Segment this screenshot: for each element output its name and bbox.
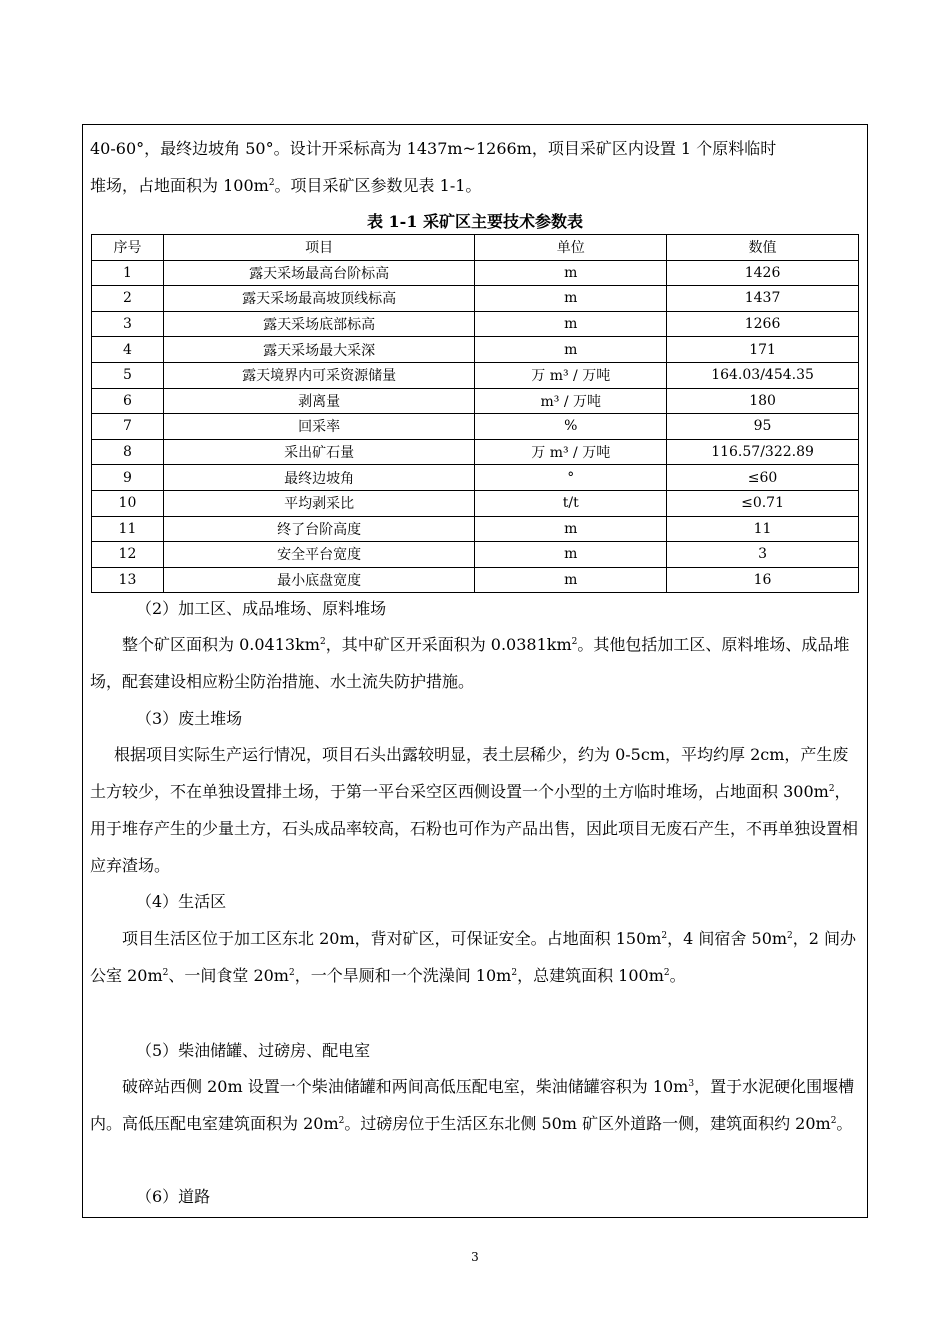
section-6-heading: （6）道路 (136, 1187, 211, 1206)
cell-unit: m (475, 286, 667, 312)
cell-no: 13 (92, 567, 164, 593)
superscript: 2 (663, 968, 670, 978)
cell-item: 最终边坡角 (163, 465, 475, 491)
cell-value: 164.03/454.35 (667, 362, 859, 388)
superscript: 2 (162, 968, 169, 978)
parameter-table (91, 234, 859, 593)
cell-item: 露天采场底部标高 (163, 311, 475, 337)
header-unit: 单位 (475, 235, 667, 261)
cell-value: 1426 (667, 260, 859, 286)
cell-no: 1 (92, 260, 164, 286)
table-row (92, 516, 859, 542)
superscript: 2 (338, 1116, 345, 1126)
cell-unit: % (475, 414, 667, 440)
intro-line-2-text: 堆场，占地面积为 100m (90, 176, 269, 195)
cell-item: 露天采场最高坡顶线标高 (163, 286, 475, 312)
section-4-paragraph (90, 920, 860, 994)
cell-no: 9 (92, 465, 164, 491)
cell-value: 180 (667, 388, 859, 414)
cell-value: 95 (667, 414, 859, 440)
table-header-row (92, 235, 859, 261)
cell-unit: m (475, 311, 667, 337)
text-run: ，总建筑面积 100m (517, 966, 664, 985)
cell-item: 平均剥采比 (163, 490, 475, 516)
text-run: 。 (836, 1114, 853, 1133)
section-5-paragraph (90, 1068, 860, 1142)
text-run: 、一间食堂 20m (168, 966, 289, 985)
cell-no: 6 (92, 388, 164, 414)
page-number: 3 (471, 1250, 479, 1264)
table-row (92, 362, 859, 388)
cell-no: 7 (92, 414, 164, 440)
section-3-heading: （3）废土堆场 (136, 709, 243, 728)
text-run: 。 (669, 966, 686, 985)
header-no: 序号 (92, 235, 164, 261)
table-row (92, 542, 859, 568)
cell-value: 3 (667, 542, 859, 568)
cell-unit: m (475, 542, 667, 568)
table-row (92, 439, 859, 465)
table-row (92, 567, 859, 593)
text-run: 根据项目实际生产运行情况，项目石头出露较明显，表土层稀少，约为 0-5cm，平均约厚 2cm，产生废土方较少，不在单独设置排土场，于第一平台采空区西侧设置一个小型的土方临时堆场，占地面积 300m (90, 745, 849, 801)
header-item: 项目 (163, 235, 475, 261)
text-run: ，4 间宿舍 50m (667, 929, 788, 948)
intro-line-2-text-end: 。项目采矿区参数见表 1-1。 (274, 176, 482, 195)
cell-value: ≤0.71 (667, 490, 859, 516)
section-5-heading: （5）柴油储罐、过磅房、配电室 (136, 1041, 371, 1060)
cell-unit: 万 m³ / 万吨 (475, 362, 667, 388)
cell-value: 116.57/322.89 (667, 439, 859, 465)
superscript: 3 (688, 1079, 695, 1089)
superscript: 2 (268, 178, 275, 188)
cell-unit: ° (475, 465, 667, 491)
text-run: 破碎站西侧 20m 设置一个柴油储罐和两间高低压配电室，柴油储罐容积为 10m (122, 1077, 689, 1096)
section-2-paragraph (90, 626, 860, 700)
cell-value: ≤60 (667, 465, 859, 491)
intro-line-1: 40-60°，最终边坡角 50°。设计开采标高为 1437m~1266m，项目采矿区内设置 1 个原料临时 (90, 139, 777, 158)
table-row (92, 388, 859, 414)
cell-unit: 万 m³ / 万吨 (475, 439, 667, 465)
cell-value: 11 (667, 516, 859, 542)
superscript: 2 (830, 1116, 837, 1126)
text-run: 项目生活区位于加工区东北 20m，背对矿区，可保证安全。占地面积 150m (122, 929, 662, 948)
cell-value: 1437 (667, 286, 859, 312)
table-row (92, 286, 859, 312)
cell-no: 11 (92, 516, 164, 542)
table-row (92, 414, 859, 440)
text-run: ，一个旱厕和一个洗澡间 10m (294, 966, 512, 985)
superscript: 2 (828, 784, 835, 794)
cell-item: 露天采场最大采深 (163, 337, 475, 363)
cell-value: 16 (667, 567, 859, 593)
cell-value: 1266 (667, 311, 859, 337)
text-run: ，其中矿区开采面积为 0.0381km (325, 635, 572, 654)
cell-no: 2 (92, 286, 164, 312)
table-row (92, 311, 859, 337)
text-run: 。过磅房位于生活区东北侧 50m 矿区外道路一侧，建筑面积约 20m (344, 1114, 831, 1133)
cell-item: 终了台阶高度 (163, 516, 475, 542)
superscript: 2 (511, 968, 518, 978)
cell-no: 5 (92, 362, 164, 388)
cell-unit: t/t (475, 490, 667, 516)
intro-paragraph (90, 130, 860, 204)
cell-no: 10 (92, 490, 164, 516)
text-run: ，置于水泥硬化围堰槽内。高低压配电室建筑面积为 20m (90, 1077, 855, 1133)
text-run: ，2 间办公室 20m (90, 929, 857, 985)
superscript: 2 (787, 931, 793, 941)
cell-item: 露天境界内可采资源储量 (163, 362, 475, 388)
section-4-heading: （4）生活区 (136, 892, 227, 911)
superscript: 2 (288, 968, 295, 978)
table-row (92, 465, 859, 491)
table-caption: 表 1-1 采矿区主要技术参数表 (366, 212, 584, 231)
superscript: 2 (571, 637, 578, 647)
cell-no: 8 (92, 439, 164, 465)
section-2-heading: （2）加工区、成品堆场、原料堆场 (136, 599, 387, 618)
cell-no: 4 (92, 337, 164, 363)
table-row (92, 490, 859, 516)
text-run: 。其他包括加工区、原料堆场、成品堆场，配套建设相应粉尘防治措施、水土流失防护措施。 (90, 635, 850, 691)
table-row (92, 337, 859, 363)
cell-value: 171 (667, 337, 859, 363)
header-value: 数值 (667, 235, 859, 261)
cell-unit: m (475, 516, 667, 542)
section-3-paragraph (90, 736, 860, 884)
cell-no: 12 (92, 542, 164, 568)
table-row (92, 260, 859, 286)
cell-item: 采出矿石量 (163, 439, 475, 465)
cell-unit: m (475, 337, 667, 363)
cell-unit: m (475, 260, 667, 286)
cell-unit: m³ / 万吨 (475, 388, 667, 414)
text-run: 整个矿区面积为 0.0413km (122, 635, 320, 654)
cell-item: 剥离量 (163, 388, 475, 414)
cell-item: 露天采场最高台阶标高 (163, 260, 475, 286)
cell-unit: m (475, 567, 667, 593)
superscript: 2 (319, 637, 326, 647)
superscript: 2 (661, 931, 668, 941)
cell-no: 3 (92, 311, 164, 337)
text-run: ，用于堆存产生的少量土方，石头成品率较高，石粉也可作为产品出售，因此项目无废石产生，不再单独设置相应弃渣场。 (90, 782, 859, 875)
cell-item: 最小底盘宽度 (163, 567, 475, 593)
cell-item: 安全平台宽度 (163, 542, 475, 568)
cell-item: 回采率 (163, 414, 475, 440)
